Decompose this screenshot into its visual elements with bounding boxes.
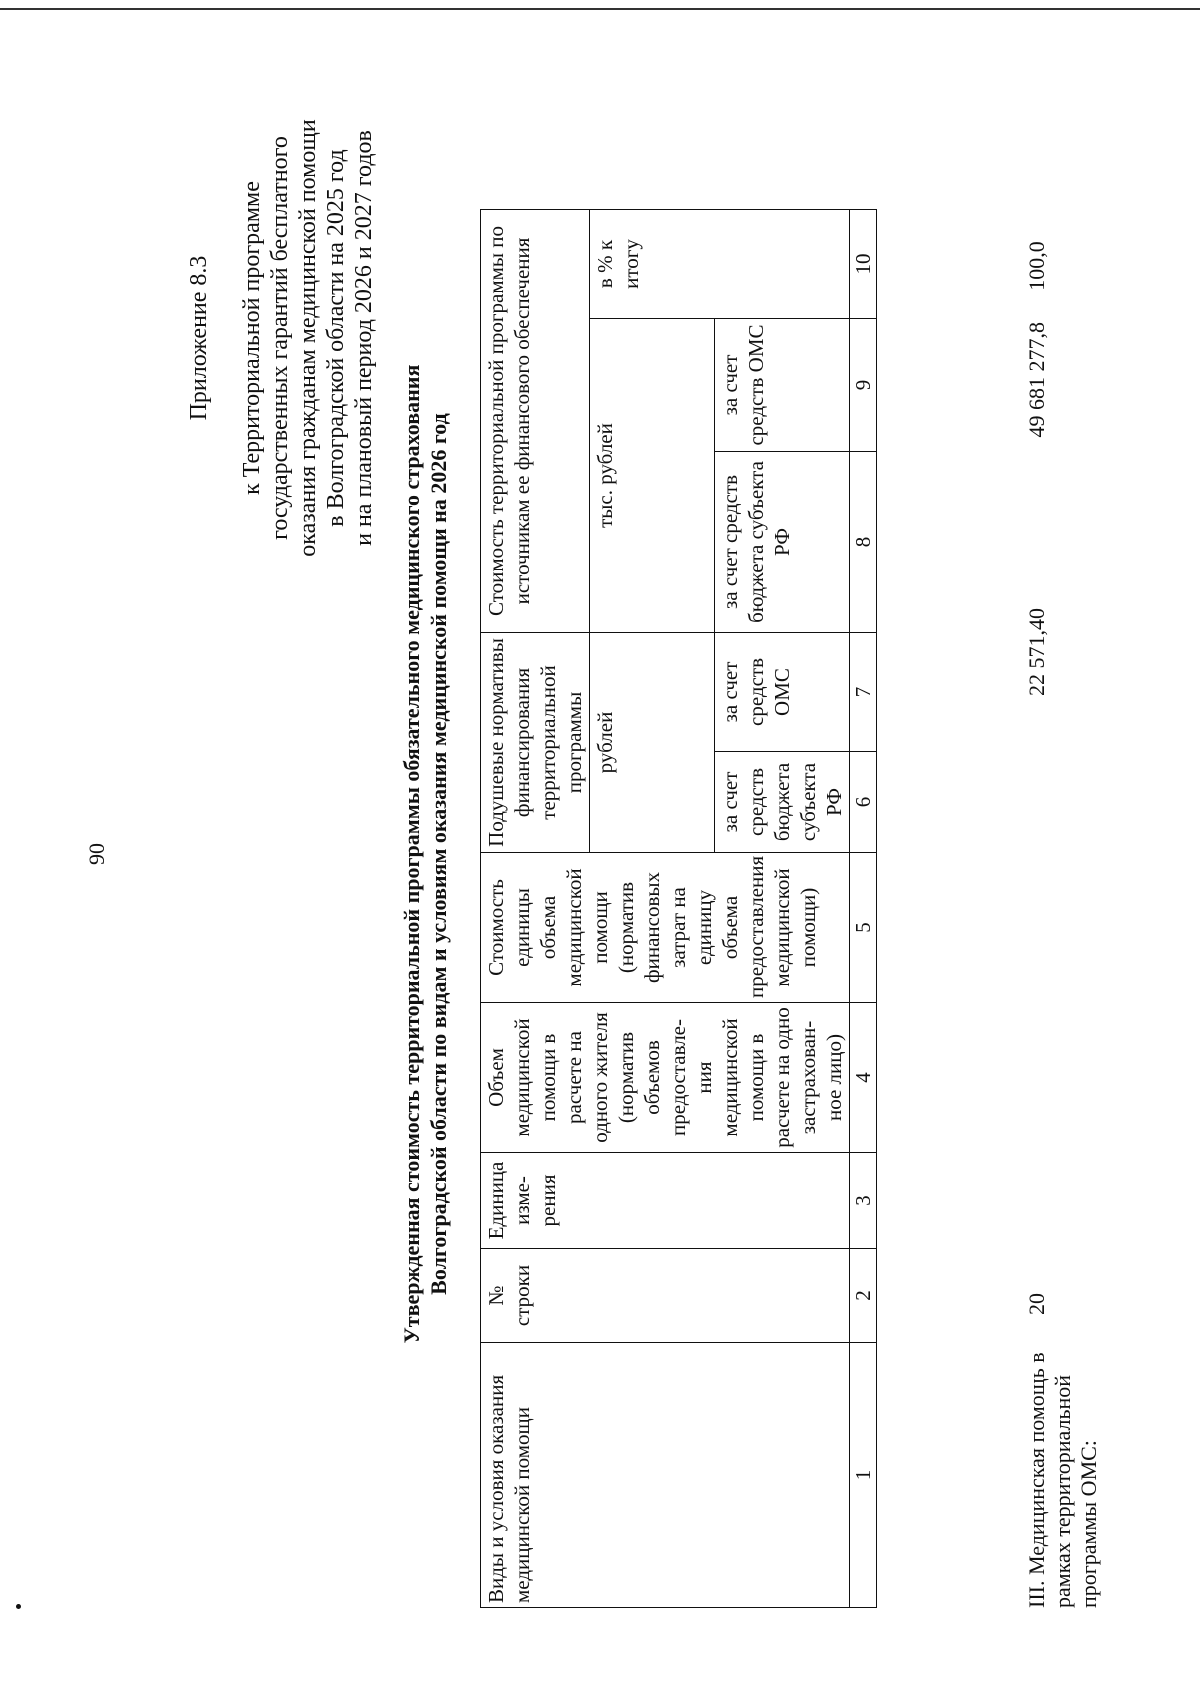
cost-oms-value: 49 681 277,8 — [1024, 322, 1049, 438]
document-title-line: Утвержденная стоимость территориальной программы обязательного медицинского страхования — [399, 364, 424, 1344]
header-rubles: рублей — [590, 633, 715, 853]
column-number: 9 — [850, 319, 877, 452]
header-row — [481, 209, 590, 1607]
column-number: 8 — [850, 452, 877, 633]
appendix-title: Приложение 8.3 — [186, 255, 212, 421]
header-per-capita-group: Подушевые нормативы финансирования территориальной программы — [481, 633, 590, 853]
appendix-block — [185, 103, 378, 573]
appendix-line: государственных гарантий бесплатного — [267, 136, 293, 540]
column-number: 4 — [850, 1003, 877, 1153]
header-cost-group: Стоимость территориальной программы по источникам ее финансового обеспечения — [481, 209, 590, 632]
header-thousand-rubles: тыс. рублей — [590, 319, 715, 633]
table-row — [1024, 210, 1154, 1608]
appendix-line: в Волгоградской области на 2025 год — [323, 149, 349, 527]
header-volume: Объем медицинской помощи в расчете на одного жителя (норматив объемов предоставле- ния медицинской помощи в расчете на одно застрахован- ное лицо) — [481, 1003, 850, 1153]
document-title — [398, 0, 452, 1708]
column-number: 1 — [850, 1343, 877, 1608]
header-percent-of-total: в % к итогу — [590, 209, 850, 318]
cost-table — [480, 209, 877, 1608]
appendix-line: к Территориальной программе — [239, 181, 265, 495]
column-number-row — [850, 209, 877, 1607]
appendix-line: оказания гражданам медицинской помощи — [295, 119, 321, 557]
header-row-number: № строки — [481, 1249, 850, 1343]
header-cost-oms: за счет средств ОМС — [715, 319, 850, 452]
column-number: 10 — [850, 209, 877, 318]
column-number: 7 — [850, 633, 877, 752]
header-per-capita-oms: за счет средств ОМС — [715, 633, 850, 752]
per-capita-oms-value: 22 571,40 — [1024, 608, 1049, 696]
page-number: 90 — [84, 843, 109, 865]
document-title-line: Волгоградской области по видам и условиям оказания медицинской помощи на 2026 год — [426, 413, 451, 1295]
row-name: III. Медицинская помощь в рамках территориальной программы ОМС: — [1024, 1352, 1101, 1608]
column-number: 6 — [850, 752, 877, 853]
header-cost-budget: за счет средств бюджета субъекта РФ — [715, 452, 850, 633]
percent-value: 100,0 — [1024, 241, 1049, 291]
header-unit: Единица изме- рения — [481, 1153, 850, 1249]
header-per-capita-budget: за счет средств бюджета субъекта РФ — [715, 752, 850, 853]
appendix-line: и на плановый период 2026 и 2027 годов — [351, 130, 377, 546]
column-number: 2 — [850, 1249, 877, 1343]
header-types-conditions: Виды и условия оказания медицинской помощи — [481, 1343, 850, 1608]
column-number: 3 — [850, 1153, 877, 1249]
header-unit-cost: Стоимость единицы объема медицинской помощи (норматив финансовых затрат на единицу объема предоставления медицинской помощи) — [481, 853, 850, 1003]
row-number: 20 — [1024, 1293, 1049, 1315]
column-number: 5 — [850, 853, 877, 1003]
